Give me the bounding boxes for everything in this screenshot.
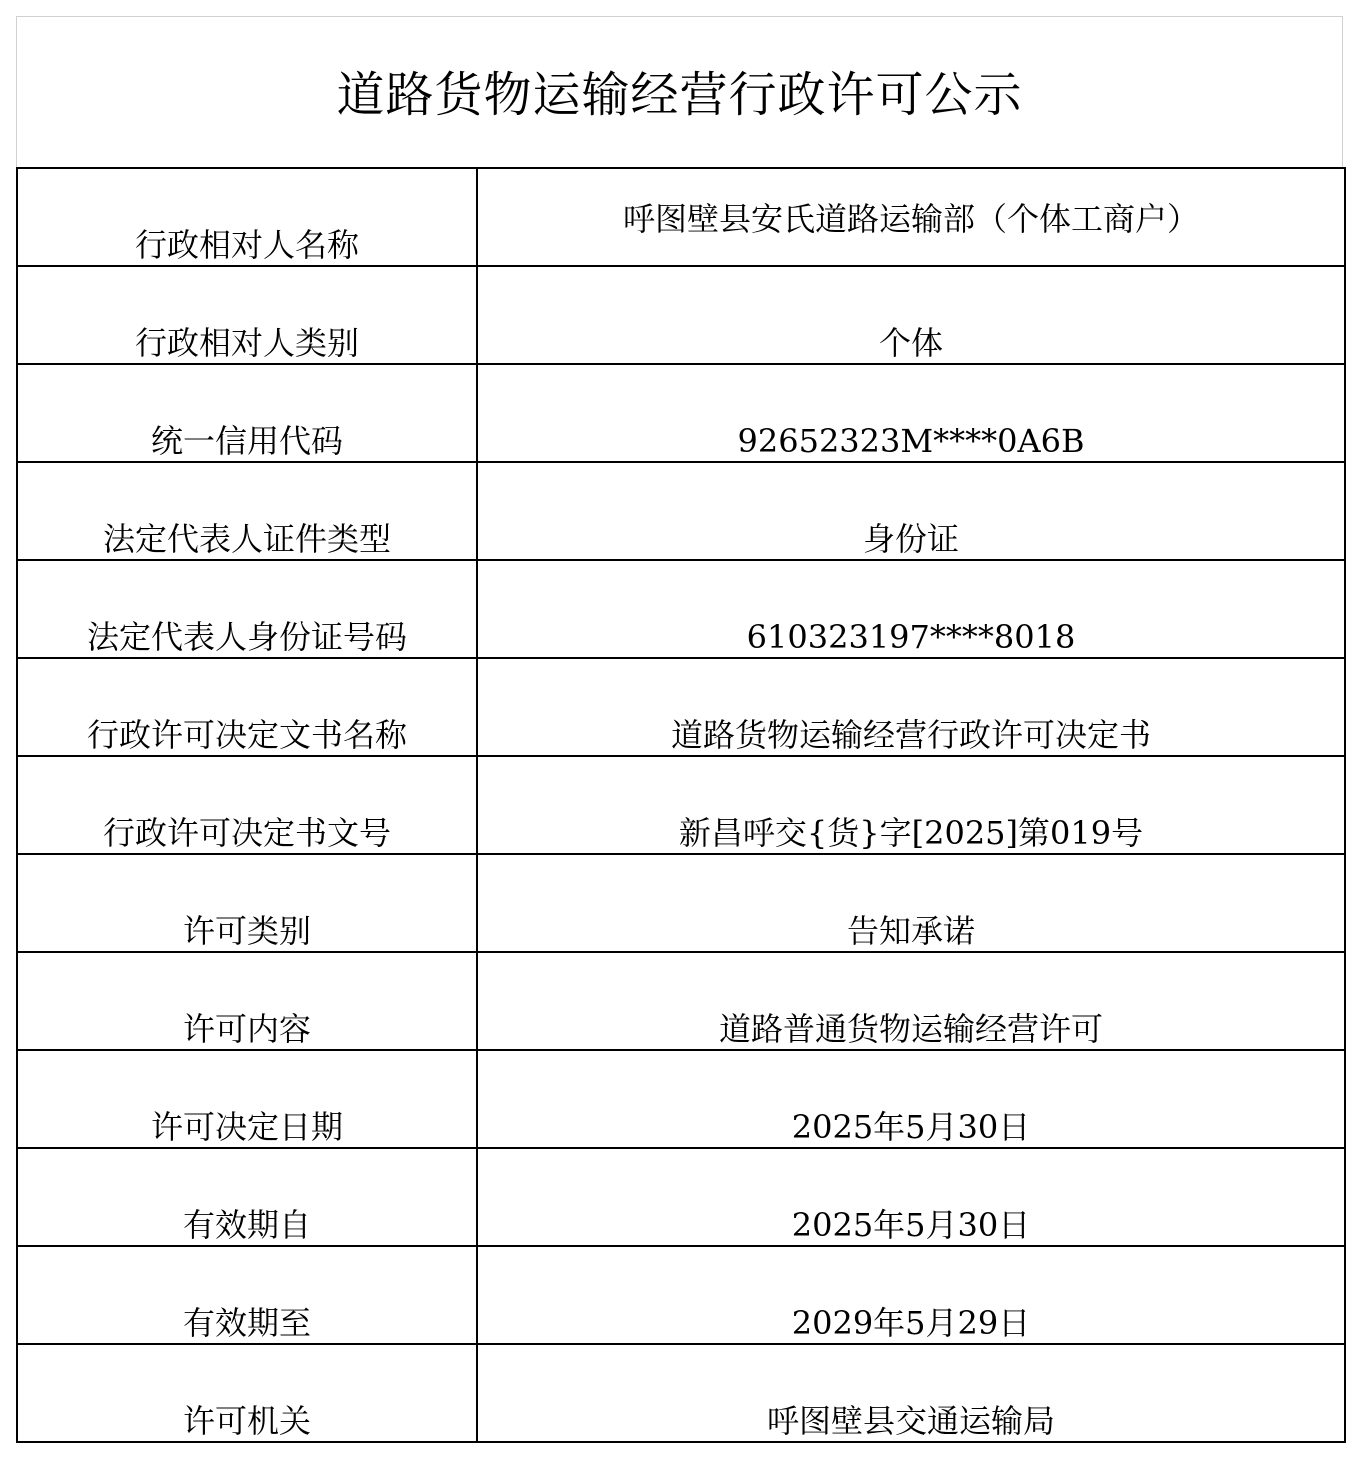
row-value-issuing-authority: 呼图壁县交通运输局: [766, 1402, 1055, 1440]
row-value-id-number: 610323197****8018: [746, 618, 1076, 656]
row-value-permit-category: 告知承诺: [846, 912, 975, 950]
label-cell: [17, 364, 477, 462]
row-value-id-type: 身份证: [862, 520, 959, 558]
label-cell: [17, 854, 477, 952]
publicity-sheet: [16, 16, 1343, 1484]
row-label-credit-code: 统一信用代码: [150, 422, 343, 460]
value-cell: [477, 266, 1345, 364]
label-cell: [17, 462, 477, 560]
label-cell: [17, 1050, 477, 1148]
row-value-decision-doc-name: 道路货物运输经营行政许可决定书: [670, 716, 1151, 754]
row-label-applicant-type: 行政相对人类别: [134, 324, 359, 362]
label-cell: [17, 756, 477, 854]
title-cell: [16, 16, 1343, 168]
value-cell: [477, 1246, 1345, 1344]
row-value-decision-date: 2025年5月30日: [791, 1108, 1031, 1146]
table-row: [17, 854, 1345, 952]
row-value-valid-from: 2025年5月30日: [791, 1206, 1031, 1244]
table-row: [17, 266, 1345, 364]
row-value-valid-to: 2029年5月29日: [791, 1304, 1031, 1342]
page-title: 道路货物运输经营行政许可公示: [336, 66, 1023, 123]
label-cell: [17, 560, 477, 658]
value-cell: [477, 952, 1345, 1050]
table-row: [17, 1344, 1345, 1442]
row-label-id-number: 法定代表人身份证号码: [86, 618, 407, 656]
table-row: [17, 560, 1345, 658]
value-cell: [477, 756, 1345, 854]
row-value-permit-content: 道路普通货物运输经营许可: [718, 1010, 1103, 1048]
value-cell: [477, 1344, 1345, 1442]
row-value-credit-code: 92652323M****0A6B: [737, 422, 1085, 460]
label-cell: [17, 1148, 477, 1246]
row-label-decision-date: 许可决定日期: [150, 1108, 343, 1146]
table-row: [17, 462, 1345, 560]
row-value-applicant-name: 呼图壁县安氏道路运输部（个体工商户）: [622, 200, 1199, 238]
label-cell: [17, 168, 477, 266]
label-cell: [17, 1246, 477, 1344]
label-cell: [17, 952, 477, 1050]
table-row: [17, 168, 1345, 266]
permit-table: [16, 167, 1346, 1443]
row-label-decision-doc-name: 行政许可决定文书名称: [86, 716, 407, 754]
row-label-applicant-name: 行政相对人名称: [134, 226, 359, 264]
row-value-applicant-type: 个体: [878, 324, 943, 362]
table-row: [17, 952, 1345, 1050]
value-cell: [477, 364, 1345, 462]
row-label-issuing-authority: 许可机关: [182, 1402, 311, 1440]
value-cell: [477, 854, 1345, 952]
table-row: [17, 1050, 1345, 1148]
value-cell: [477, 1050, 1345, 1148]
value-cell: [477, 462, 1345, 560]
table-row: [17, 756, 1345, 854]
table-row: [17, 1246, 1345, 1344]
row-label-decision-doc-number: 行政许可决定书文号: [102, 814, 391, 852]
row-label-id-type: 法定代表人证件类型: [102, 520, 391, 558]
value-cell: [477, 560, 1345, 658]
row-label-valid-from: 有效期自: [182, 1206, 311, 1244]
table-row: [17, 1148, 1345, 1246]
label-cell: [17, 658, 477, 756]
label-cell: [17, 1344, 477, 1442]
row-label-permit-content: 许可内容: [182, 1010, 311, 1048]
table-row: [17, 364, 1345, 462]
value-cell: [477, 1148, 1345, 1246]
value-cell: [477, 658, 1345, 756]
row-label-valid-to: 有效期至: [182, 1304, 311, 1342]
value-cell: [477, 168, 1345, 266]
row-value-decision-doc-number: 新昌呼交{货}字[2025]第019号: [678, 814, 1144, 852]
label-cell: [17, 266, 477, 364]
row-label-permit-category: 许可类别: [182, 912, 311, 950]
table-row: [17, 658, 1345, 756]
